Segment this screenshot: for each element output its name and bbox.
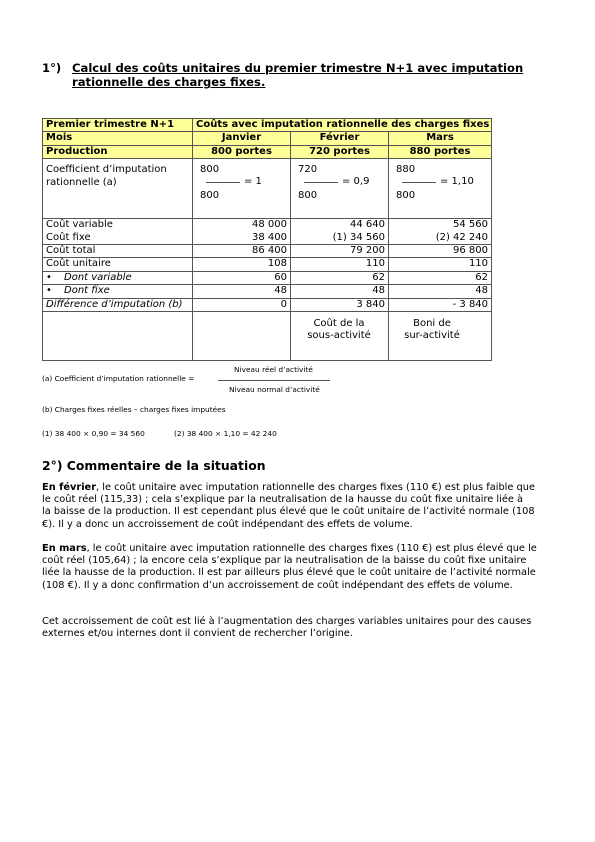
paragraph-february [42, 482, 554, 531]
coef-denominator: 800 [200, 190, 220, 202]
row-label [43, 285, 193, 298]
month-march: Mars [389, 132, 492, 145]
text-span: , le coût unitaire avec imputation rationnelle des charges fixes (110 €) est plus élevé que le [86, 543, 537, 554]
text-line: externes et/ou internes dont il convient de rechercher l’origine. [42, 628, 353, 640]
empty-cell [43, 312, 193, 361]
coefficient-label [43, 159, 193, 219]
fraction-bar [218, 380, 330, 381]
coef-numerator: 880 [396, 164, 416, 176]
production-label: Production [43, 145, 193, 158]
production-march: 880 portes [389, 145, 492, 158]
cell-value: (1) 34 560 [291, 232, 389, 245]
note-line: sous-activité [307, 330, 371, 342]
cell-value: 48 000 [193, 219, 291, 232]
coefficient-january [193, 159, 291, 219]
table-row [43, 232, 492, 245]
text-line [42, 543, 554, 555]
text-line: coût réel (105,64) ; la encore cela s’explique par la neutralisation de la baisse du coût fixe unitaire [42, 555, 527, 567]
cell-value: - 3 840 [389, 298, 492, 311]
row-label: Coût variable [43, 219, 193, 232]
cell-value: 110 [389, 258, 492, 271]
coefficient-label-line2: rationnelle (a) [46, 176, 117, 188]
text-line: le coût réel (115,33) ; cela s’explique par la neutralisation de la hausse du coût fixe unitaire liée à [42, 494, 524, 506]
paragraph-march [42, 543, 554, 592]
coef-numerator: 800 [200, 164, 220, 176]
cell-value: 48 [193, 285, 291, 298]
cell-value: 110 [291, 258, 389, 271]
bold-lead: En février [42, 482, 97, 493]
cell-value: 96 800 [389, 245, 492, 258]
table-row [43, 245, 492, 258]
text-line: €). Il y a donc un accroissement de coût indépendant des effets de volume. [42, 518, 413, 530]
text-line: Cet accroissement de coût est lié à l’augmentation des charges variables unitaires pour des causes [42, 616, 532, 627]
months-label: Mois [43, 132, 193, 145]
cell-value: 44 640 [291, 219, 389, 232]
cell-value: 62 [291, 271, 389, 284]
cell-value: 108 [193, 258, 291, 271]
note-line: sur-activité [404, 330, 460, 342]
cell-value: 79 200 [291, 245, 389, 258]
footnote-a-denominator: Niveau normal d’activité [229, 385, 320, 394]
row-label-text: Dont fixe [64, 285, 110, 297]
text-line: la baisse de la production. Il est cependant plus élevé que le coût unitaire de l’activité normale (108 [42, 506, 535, 518]
coef-numerator: 720 [298, 164, 318, 176]
cell-value: 48 [291, 285, 389, 298]
footnote-a-label: (a) Coefficient d’imputation rationnelle = [42, 374, 195, 383]
table-row [43, 298, 492, 311]
cell-value: 0 [193, 298, 291, 311]
coef-result: = 1 [244, 176, 262, 188]
note-line: Coût de la [313, 318, 365, 329]
bullet: • [46, 285, 52, 297]
cell-value: 86 400 [193, 245, 291, 258]
row-label: Coût unitaire [43, 258, 193, 271]
production-january: 800 portes [193, 145, 291, 158]
production-february: 720 portes [291, 145, 389, 158]
production-row [43, 145, 492, 158]
note-sub-activity [290, 318, 388, 343]
fraction-bar [206, 182, 240, 183]
footnote-a-numerator: Niveau réel d’activité [234, 365, 313, 374]
cell-value: 38 400 [193, 232, 291, 245]
table-row [43, 285, 492, 298]
coefficient-row [43, 159, 492, 219]
note-over-activity [390, 318, 474, 343]
cell-value: 3 840 [291, 298, 389, 311]
fraction-bar [304, 182, 338, 183]
bold-lead: En mars [42, 543, 87, 554]
text-line: liée la hausse de la production. Il est par ailleurs plus élevé que le coût unitaire de l’activité normale [42, 567, 536, 579]
header-method: Coûts avec imputation rationnelle des charges fixes [193, 119, 492, 132]
paragraph-conclusion [42, 616, 554, 640]
coef-denominator: 800 [298, 190, 318, 202]
row-label: Coût fixe [43, 232, 193, 245]
section-2-heading: 2°) Commentaire de la situation [42, 458, 266, 473]
section-1-title: Calcul des coûts unitaires du premier trimestre N+1 avec imputation rationnelle des charges fixes. [72, 61, 524, 89]
cell-value: 60 [193, 271, 291, 284]
text-span: , le coût unitaire avec imputation rationnelle des charges fixes (110 €) est plus faible que [96, 482, 535, 493]
coef-result: = 0,9 [342, 176, 370, 188]
coefficient-label-line1: Coefficient d’imputation [46, 164, 167, 176]
cell-value: 48 [389, 285, 492, 298]
bullet: • [46, 271, 52, 283]
text-line [42, 482, 554, 494]
coef-result: = 1,10 [440, 176, 474, 188]
month-february: Février [291, 132, 389, 145]
footnote-calc-1: (1) 38 400 × 0,90 = 34 560 [42, 429, 145, 438]
row-label-text: Dont variable [64, 271, 132, 283]
note-line: Boni de [413, 318, 451, 329]
cell-value: 54 560 [389, 219, 492, 232]
row-label: Coût total [43, 245, 193, 258]
month-january: Janvier [193, 132, 291, 145]
coefficient-february [291, 159, 389, 219]
coefficient-march [389, 159, 492, 219]
cell-value: (2) 42 240 [389, 232, 492, 245]
table-row [43, 258, 492, 271]
table-header-row [43, 119, 492, 132]
table-row [43, 219, 492, 232]
row-label: Différence d’imputation (b) [43, 298, 193, 311]
table-row [43, 271, 492, 284]
row-label [43, 271, 193, 284]
coef-denominator: 800 [396, 190, 416, 202]
fraction-bar [402, 182, 436, 183]
months-row [43, 132, 492, 145]
header-period: Premier trimestre N+1 [43, 119, 193, 132]
empty-cell [193, 312, 291, 361]
footnote-calc-2: (2) 38 400 × 1,10 = 42 240 [174, 429, 277, 438]
text-line: (108 €). Il y a donc confirmation d’un accroissement de coût indépendant des effets de volume. [42, 579, 513, 591]
section-1-number: 1°) [42, 61, 62, 75]
footnote-b: (b) Charges fixes réelles – charges fixes imputées [42, 405, 226, 414]
cell-value: 62 [389, 271, 492, 284]
